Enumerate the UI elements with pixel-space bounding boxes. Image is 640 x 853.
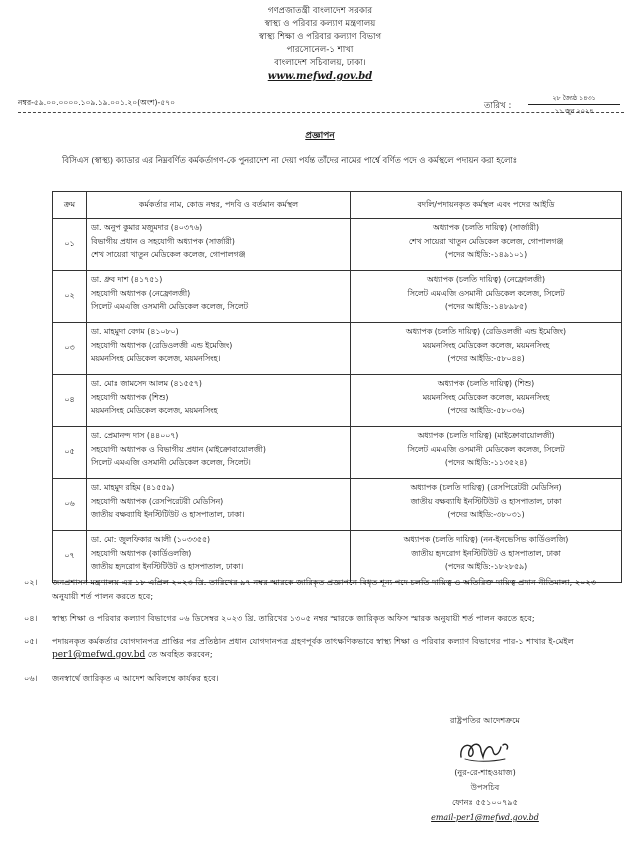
item-number: ০৪। bbox=[24, 613, 38, 623]
posting-id: (পদের আইডি:-৩৮০৩১) bbox=[447, 510, 525, 519]
officer-designation: বিভাগীয় প্রধান ও সহযোগী অধ্যাপক (সার্জারী) bbox=[91, 236, 235, 246]
memo-number: নম্বর-৫৯.০০.০০০০.১০৯.১৯.০০১.২০(অংশ)-৫৭০ bbox=[18, 98, 176, 107]
table-row bbox=[53, 375, 622, 427]
division-name: স্বাস্থ্য শিক্ষা ও পরিবার কল্যাণ বিভাগ bbox=[258, 32, 382, 42]
posting-cell bbox=[351, 271, 622, 323]
table-header-row bbox=[53, 192, 622, 219]
posting-rank: অধ্যাপক (চলতি দায়িত্ব) (শিশু) bbox=[437, 379, 535, 388]
item-text: জনস্বার্থে জারিকৃত এ আদেশ অবিলম্বে কার্যকর হবে। bbox=[52, 672, 219, 683]
col-serial: ক্রম bbox=[53, 192, 87, 219]
posting-rank: অধ্যাপক (চলতি দায়িত্ব) (রেডিওলজী এন্ড ইমেজিং) bbox=[405, 327, 567, 336]
item-number: ০৫। bbox=[24, 635, 38, 646]
serial-cell: ০৩ bbox=[53, 323, 87, 375]
signatory-email[interactable]: email-per1@mefwd.gov.bd bbox=[431, 813, 539, 822]
signatory-designation: উপসচিব bbox=[470, 782, 500, 792]
posting-id: (পদের আইডি:-১৮২৮৫৯) bbox=[444, 562, 528, 571]
item-text-before: পদায়নকৃত কর্মকর্তার যোগদানপত্র প্রাপ্তির পর প্রতিষ্ঠান প্রধান যোগদানপত্র গ্রহণপূর্বক তাৎক্ষণিকভাবে স্বাস্থ্য শিক্ষা ও পরিবার কল্যাণ বিভাগের পার-১ শাখার ই-মেইল bbox=[52, 635, 574, 646]
posting-cell bbox=[351, 531, 622, 583]
officer-designation: সহযোগী অধ্যাপক (কার্ডিওলজি) bbox=[91, 548, 192, 558]
intro-paragraph: বিসিএস (স্বাস্থ্য) ক্যাডার এর নিম্নবর্ণিত কর্মকর্তাগণ-কে পুনরাদেশ না দেয়া পর্যন্ত তাঁদের নামের পার্শ্বে বর্ণিত পদে ও কর্মস্থলে পদায়ন করা হলোঃ bbox=[62, 155, 518, 165]
posting-cell bbox=[351, 219, 622, 271]
posting-cell bbox=[351, 427, 622, 479]
list-item bbox=[24, 635, 622, 663]
posting-cell bbox=[351, 479, 622, 531]
officer-workplace: সিলেট এমএজি ওসমানী মেডিকেল কলেজ, সিলেট bbox=[91, 302, 249, 311]
officer-workplace: সিলেট এমএজি ওসমানী মেডিকেল কলেজ, সিলেট। bbox=[91, 458, 251, 467]
signatory-block bbox=[380, 765, 590, 825]
posting-cell bbox=[351, 323, 622, 375]
posting-table bbox=[52, 191, 622, 583]
item-text-after: তে অবহিত করবেন; bbox=[145, 649, 213, 659]
posting-cell bbox=[351, 375, 622, 427]
officer-name: ডা. প্রেমানন্দ দাস (৪৪০০৭) bbox=[91, 431, 179, 440]
officer-designation: সহযোগী অধ্যাপক (রেডিওলজী এন্ড ইমেজিং) bbox=[91, 340, 233, 350]
serial-cell: ০১ bbox=[53, 219, 87, 271]
posting-id: (পদের আইডি:-১১৩৫২৪) bbox=[444, 458, 528, 467]
officer-name: ডা. মো: জুলফিকার আলী (১০৩৩৫৫) bbox=[91, 535, 211, 544]
date-label: তারিখ : bbox=[484, 101, 512, 111]
document-title: প্রজ্ঞাপন bbox=[305, 131, 335, 141]
signatory-name: (নুর-রে-শাহওয়াজ) bbox=[454, 767, 516, 777]
serial-cell: ০২ bbox=[53, 271, 87, 323]
table-row bbox=[53, 323, 622, 375]
officer-name: ডা. মাহমুদা বেগম (৪১০৮০) bbox=[91, 327, 179, 336]
col-posting: বদলি/পদায়নকৃত কর্মস্থল এবং পদের আইডি bbox=[351, 192, 622, 219]
item-text: স্বাস্থ্য শিক্ষা ও পরিবার কল্যাণ বিভাগের ০৬ ডিসেম্বর ২০২৩ খ্রি. তারিখের ১৩০৫ নম্বর স্মারকে জারিকৃত অফিস স্মারক অনুযায়ী শর্ত পালন করতে হবে; bbox=[52, 613, 535, 623]
posting-place: জাতীয় হৃদরোগ ইনস্টিটিউট ও হাসপাতাল, ঢাকা bbox=[411, 548, 561, 558]
header-divider bbox=[18, 112, 624, 113]
posting-id: (পদের আইডি:-১৪৯১০১) bbox=[444, 250, 528, 259]
posting-rank: অধ্যাপক (চলতি দায়িত্ব) (মাইক্রোবায়োলজী) bbox=[417, 431, 555, 440]
list-item bbox=[24, 612, 622, 626]
posting-id: (পদের আইডি:-৫৮০৪৪) bbox=[447, 354, 525, 363]
letterhead bbox=[0, 5, 640, 84]
officer-workplace: জাতীয় হৃদরোগ ইনস্টিটিউট ও হাসপাতাল, ঢাকা। bbox=[91, 562, 244, 571]
posting-rank: অধ্যাপক (চলতি দায়িত্ব) (নেফ্রোলজী) bbox=[426, 275, 546, 284]
signatory-phone: ফোনঃ ৫৫১০০৭৯৫ bbox=[451, 797, 519, 807]
date-bangla: ২৮ জ্যৈষ্ঠ ১৪৩১ bbox=[528, 92, 620, 105]
posting-place: সিলেট এমএজি ওসমানী মেডিকেল কলেজ, সিলেট bbox=[407, 444, 565, 454]
item-text bbox=[52, 635, 622, 663]
officer-cell bbox=[87, 427, 351, 479]
posting-rank: অধ্যাপক (চলতি দায়িত্ব) (সার্জারী) bbox=[433, 223, 539, 232]
govt-name: গণপ্রজাতন্ত্রী বাংলাদেশ সরকার bbox=[267, 6, 373, 16]
date-block bbox=[528, 92, 620, 117]
posting-id: (পদের আইডি:-১৪৮৯৮৫) bbox=[444, 302, 528, 311]
posting-place: শেখ সায়েরা খাতুন মেডিকেল কলেজ, গোপালগঞ্জ bbox=[408, 236, 564, 246]
ministry-name: স্বাস্থ্য ও পরিবার কল্যাণ মন্ত্রণালয় bbox=[264, 19, 376, 29]
serial-cell: ০৬ bbox=[53, 479, 87, 531]
table-row bbox=[53, 531, 622, 583]
table-row bbox=[53, 271, 622, 323]
officer-cell bbox=[87, 375, 351, 427]
posting-id: (পদের আইডি:-৫৮০৩৬) bbox=[447, 406, 525, 415]
officer-cell bbox=[87, 479, 351, 531]
serial-cell: ০৪ bbox=[53, 375, 87, 427]
officer-cell bbox=[87, 271, 351, 323]
officer-name: ডা. মাহমুদ রহিম (৪১৫৫৯) bbox=[91, 483, 175, 492]
officer-workplace: ময়মনসিংহ মেডিকেল কলেজ, ময়মনসিংহ bbox=[91, 406, 218, 415]
officer-cell bbox=[87, 219, 351, 271]
branch-email-link[interactable]: per1@mefwd.gov.bd bbox=[52, 650, 146, 660]
table-row bbox=[53, 427, 622, 479]
officer-designation: সহযোগী অধ্যাপক (রেসপিরেটরী মেডিসিন) bbox=[91, 496, 224, 506]
table-row bbox=[53, 479, 622, 531]
officer-name: ডা. ধ্রুব দাশ (৪১৭৫১) bbox=[91, 275, 163, 284]
col-officer: কর্মকর্তার নাম, কোড নম্বর, পদবি ও বর্তমান কর্মস্থল bbox=[87, 192, 351, 219]
item-number: ০৬। bbox=[24, 672, 38, 683]
officer-workplace: ময়মনসিংহ মেডিকেল কলেজ, ময়মনসিংহ। bbox=[91, 354, 221, 363]
officer-cell bbox=[87, 323, 351, 375]
officer-cell bbox=[87, 531, 351, 583]
posting-place: জাতীয় বক্ষব্যাধি ইনস্টিটিউট ও হাসপাতাল, ঢাকা bbox=[410, 496, 562, 506]
serial-cell: ০৫ bbox=[53, 427, 87, 479]
conditions-list bbox=[24, 576, 622, 694]
posting-place: সিলেট এমএজি ওসমানী মেডিকেল কলেজ, সিলেট bbox=[407, 288, 565, 298]
handwritten-signature bbox=[455, 737, 515, 765]
officer-designation: সহযোগী অধ্যাপক (শিশু) bbox=[91, 392, 169, 402]
list-item bbox=[24, 672, 622, 686]
item-number: ০২। bbox=[24, 577, 38, 587]
officer-name: ডা. অনুপ কুমার মজুমদার (৪০৩৭৬) bbox=[91, 223, 203, 232]
officer-workplace: শেখ সায়েরা খাতুন মেডিকেল কলেজ, গোপালগঞ্জ bbox=[91, 250, 246, 259]
officer-designation: সহযোগী অধ্যাপক ও বিভাগীয় প্রধান (মাইক্রোবায়োলজী) bbox=[91, 444, 266, 454]
officer-name: ডা. মোঃ জামসেদ আলম (৪১৫৫৭) bbox=[91, 379, 202, 388]
date-english: ১১ জুন ২০২৪ bbox=[554, 107, 594, 115]
posting-place: ময়মনসিংহ মেডিকেল কলেজ, ময়মনসিংহ bbox=[422, 340, 550, 350]
posting-place: ময়মনসিংহ মেডিকেল কলেজ, ময়মনসিংহ bbox=[422, 392, 550, 402]
officer-designation: সহযোগী অধ্যাপক (নেফ্রোলজী) bbox=[91, 288, 191, 298]
officer-workplace: জাতীয় বক্ষব্যাধি ইনস্টিটিউট ও হাসপাতাল, ঢাকা। bbox=[91, 510, 245, 519]
branch-name: পারসোনেল-১ শাখা bbox=[286, 45, 354, 55]
order-line: রাষ্ট্রপতির আদেশক্রমে bbox=[450, 715, 520, 725]
list-item bbox=[24, 576, 622, 603]
posting-rank: অধ্যাপক (চলতি দায়িত্ব) (রেসপিরেটরী মেডিসিন) bbox=[410, 483, 562, 492]
serial-cell: ০৭ bbox=[53, 531, 87, 583]
item-text: জনপ্রশাসন মন্ত্রণালয় এর ১৮ এপ্রিল ২০২৩ খ্রি. তারিখের ৯৭ নম্বর স্মারকে জারিকৃত প্রজ্ঞাপনে বিধৃত শূন্য পদে চলতি দায়িত্ব ও অতিরিক্ত দায়িত্ব প্রদান নীতিমালা, ২০২৩ অনুযায়ী শর্ত পালন করতে হবে; bbox=[52, 577, 597, 601]
office-address: বাংলাদেশ সচিবালয়, ঢাকা। bbox=[274, 58, 366, 68]
website-link[interactable]: www.mefwd.gov.bd bbox=[267, 71, 373, 82]
posting-rank: অধ্যাপক (চলতি দায়িত্ব) (নন-ইনভেসিভ কার্ডিওলজি) bbox=[403, 535, 569, 544]
table-row bbox=[53, 219, 622, 271]
